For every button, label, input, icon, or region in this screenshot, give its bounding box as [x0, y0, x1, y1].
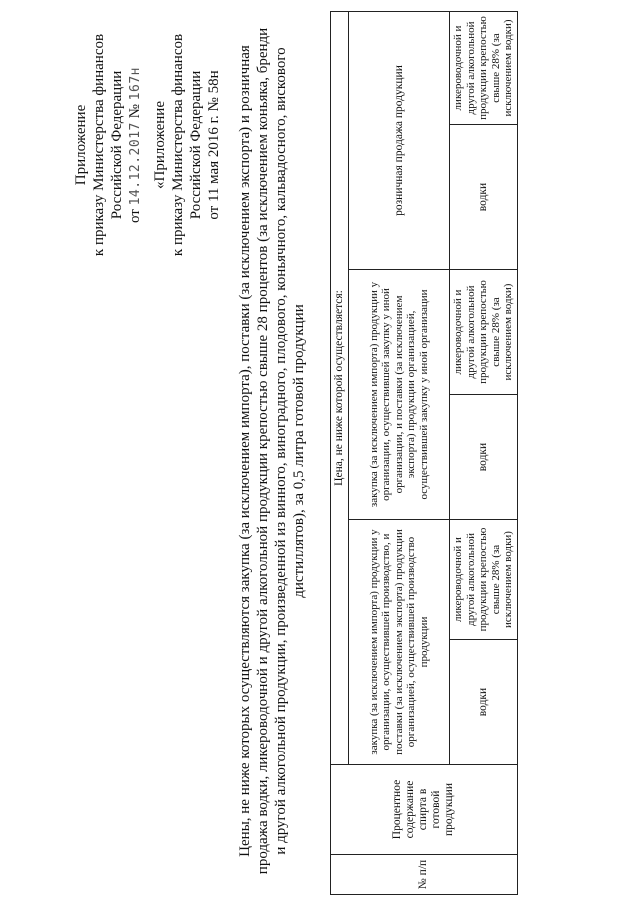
appendix-line: к приказу Министерства финансов [91, 33, 107, 257]
document-heading: Цены, не ниже которых осуществляются закупка (за исключением импорта), поставки (за исключением экспорта) и розничная продажа водки, ликероводочной и другой алкогольной продукции крепостью свыше 28 процентов (за исключением коньяка, бренди и другой алкогольной продукции, произведенной из винного, виноградного, плодового, коньячного, кальвадосного, вискового дистиллятов), за 0,5 литра готовой продукции [237, 27, 307, 875]
handwritten-date: 14.12.2017 [128, 122, 143, 206]
appendix-date-line [126, 5, 145, 285]
header-retail: розничная продажа продукции [349, 11, 450, 269]
header-producer-supply: закупка (за исключением импорта) продукции у организации, осуществившей производство, и поставки (за исключением экспорта) продукции организацией, осуществившей производство продукции [349, 520, 450, 765]
subheader-liqueur: ликероводочной и другой алкогольной продукции крепостью свыше 28% (за исключением водки) [450, 270, 518, 395]
handwritten-number: 167н [128, 67, 143, 101]
header-number: № п/п [331, 855, 518, 895]
appendix-block [72, 5, 223, 285]
price-table [330, 11, 518, 895]
header-reseller-supply: закупка (за исключением импорта) продукции у организации, осуществившей закупку у иной организации, и поставки (за исключением экспорта) продукции организацией, осуществившей закупку у иной организации [349, 270, 450, 520]
subheader-vodka: водки [450, 395, 518, 520]
subheader-vodka: водки [450, 640, 518, 765]
header-price-min: Цена, не ниже которой осуществляется: [331, 11, 349, 764]
appendix-title: Приложение [73, 104, 89, 186]
subheader-liqueur: ликероводочной и другой алкогольной продукции крепостью свыше 28% (за исключением водки) [450, 520, 518, 640]
number-prefix: № [127, 104, 143, 119]
appendix-line: Российской Федерации [109, 70, 125, 220]
date-prefix: от [127, 209, 143, 224]
prev-appendix-line: Российской Федерации [188, 70, 204, 220]
header-alcohol-percent: Процентное содержание спирта в готовой продукции [331, 765, 518, 855]
subheader-liqueur: ликероводочной и другой алкогольной продукции крепостью свыше 28% (за исключением водки) [450, 11, 518, 124]
prev-appendix-line: к приказу Министерства финансов [170, 33, 186, 257]
prev-appendix-title: «Приложение [152, 101, 168, 190]
prev-appendix-line: от 11 мая 2016 г. № 58н [206, 70, 222, 220]
subheader-vodka: водки [450, 125, 518, 270]
